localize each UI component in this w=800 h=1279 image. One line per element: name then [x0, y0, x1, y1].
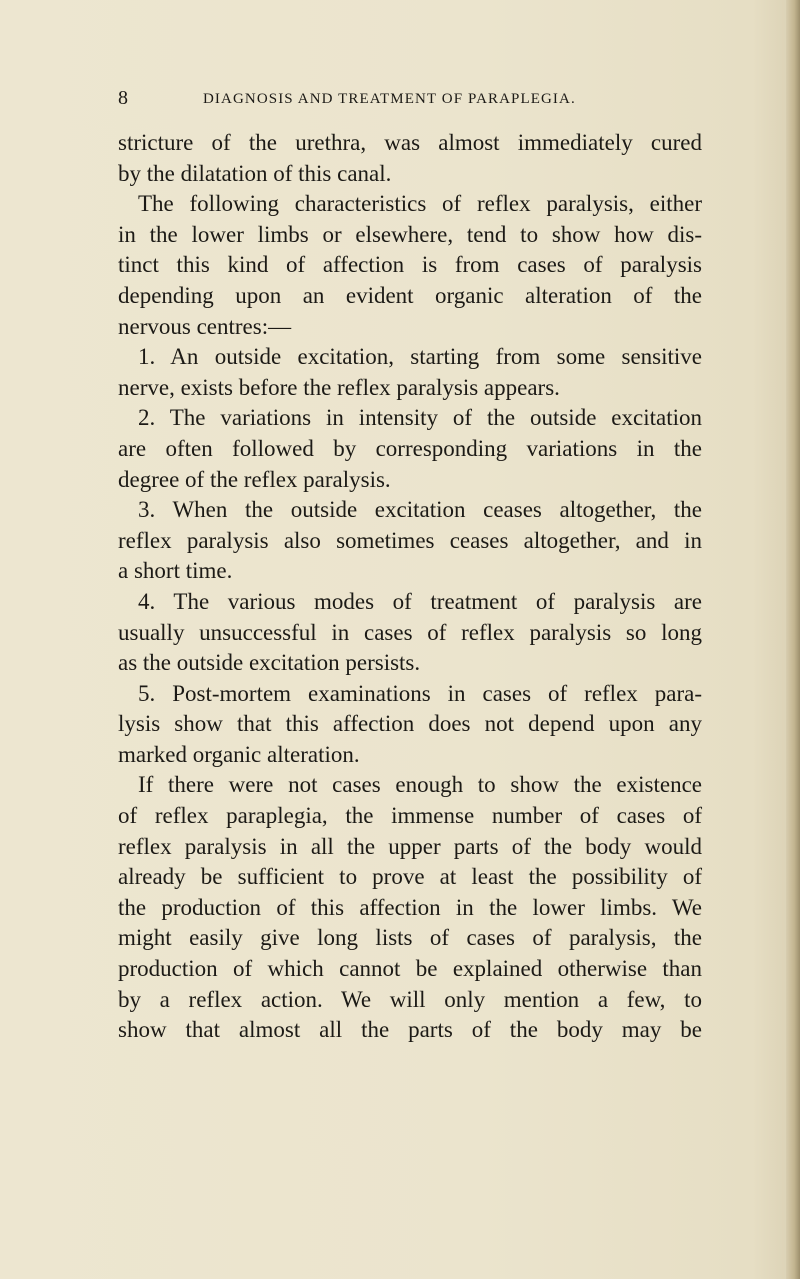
text-line: usually unsuccessful in cases of reflex paralysis so long: [118, 619, 702, 645]
text-line: are often followed by corresponding variations in the: [118, 435, 702, 461]
text-line: already be sufficient to prove at least the possibility of: [118, 864, 702, 890]
text-line: reflex paralysis in all the upper parts of the body would: [118, 833, 702, 859]
page-edge: [786, 0, 800, 1279]
running-head: DIAGNOSIS AND TREATMENT OF PARAPLEGIA.: [203, 91, 576, 107]
text-line: nerve, exists before the reflex paralysis appears.: [118, 374, 560, 400]
text-line: The following characteristics of reflex paralysis, either: [138, 191, 702, 217]
page-number: 8: [118, 87, 128, 109]
body-text: [118, 128, 702, 1046]
text-line: a short time.: [118, 558, 233, 584]
text-line: as the outside excitation persists.: [118, 650, 421, 676]
text-line: in the lower limbs or elsewhere, tend to show how dis-: [118, 221, 702, 247]
text-line: tinct this kind of affection is from cases of paralysis: [118, 252, 702, 278]
text-line: production of which cannot be explained otherwise than: [118, 956, 702, 982]
text-line: by the dilatation of this canal.: [118, 160, 392, 186]
text-line: 1. An outside excitation, starting from some sensitive: [138, 344, 702, 370]
text-line: lysis show that this affection does not depend upon any: [118, 711, 702, 737]
text-line: degree of the reflex paralysis.: [118, 466, 391, 492]
text-line: depending upon an evident organic alteration of the: [118, 282, 702, 308]
text-line: marked organic alteration.: [118, 741, 360, 767]
text-line: might easily give long lists of cases of paralysis, the: [118, 925, 702, 951]
text-line: show that almost all the parts of the body may be: [118, 1017, 702, 1043]
text-line: 2. The variations in intensity of the outside excitation: [138, 405, 702, 431]
text-line: If there were not cases enough to show the existence: [138, 772, 702, 798]
text-line: stricture of the urethra, was almost immediately cured: [118, 130, 702, 155]
text-line: of reflex paraplegia, the immense number of cases of: [118, 803, 702, 829]
page-header: [118, 86, 718, 110]
text-line: 3. When the outside excitation ceases altogether, the: [138, 497, 702, 523]
text-line: nervous centres:—: [118, 313, 292, 339]
text-line: 5. Post-mortem examinations in cases of reflex para-: [138, 680, 702, 706]
text-line: by a reflex action. We will only mention a few, to: [118, 986, 702, 1012]
text-line: the production of this affection in the lower limbs. We: [118, 894, 702, 920]
text-line: reflex paralysis also sometimes ceases altogether, and in: [118, 527, 702, 553]
text-line: 4. The various modes of treatment of paralysis are: [138, 588, 702, 614]
